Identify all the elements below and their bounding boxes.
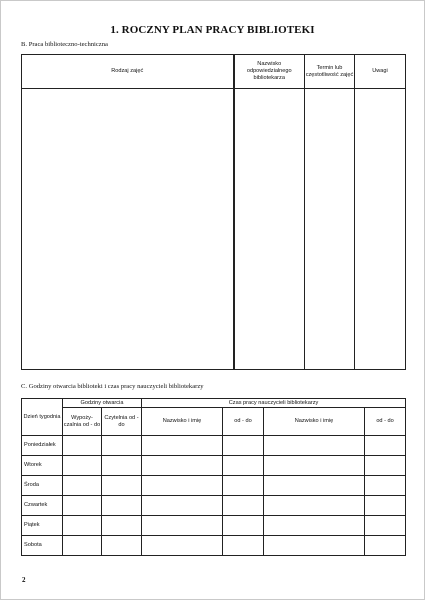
- librarian-hours-1-cell[interactable]: [223, 456, 264, 476]
- header-librarians-work-time: Czas pracy nauczycieli bibliotekarzy: [142, 399, 406, 408]
- notes-cell[interactable]: [355, 89, 406, 370]
- table-row: [22, 536, 406, 556]
- header-librarian-hours-2: od - do: [365, 408, 406, 436]
- day-label: Piątek: [22, 516, 63, 536]
- header-notes: Uwagi: [355, 55, 406, 89]
- librarian-hours-1-cell[interactable]: [223, 476, 264, 496]
- librarian-hours-1-cell[interactable]: [223, 496, 264, 516]
- header-responsible-librarian: Nazwisko odpowiedzialnego bibliotekarza: [234, 55, 305, 89]
- lending-hours-cell[interactable]: [63, 476, 102, 496]
- header-librarian-name-2: Nazwisko i imię: [264, 408, 365, 436]
- header-schedule: Termin lub częstotliwość zajęć: [305, 55, 355, 89]
- librarian-name-2-cell[interactable]: [264, 436, 365, 456]
- header-opening-hours: Godziny otwarcia: [63, 399, 142, 408]
- header-weekday: Dzień tygodnia: [22, 399, 63, 436]
- librarian-hours-2-cell[interactable]: [365, 516, 406, 536]
- librarian-name-1-cell[interactable]: [142, 476, 223, 496]
- reading-room-hours-cell[interactable]: [102, 476, 142, 496]
- header-librarian-hours-1: od - do: [223, 408, 264, 436]
- librarian-name-2-cell[interactable]: [264, 536, 365, 556]
- activity-type-cell[interactable]: [22, 89, 234, 370]
- lending-hours-cell[interactable]: [63, 516, 102, 536]
- section-c-label: C. Godziny otwarcia biblioteki i czas pracy nauczycieli bibliotekarzy: [21, 383, 204, 390]
- reading-room-hours-cell[interactable]: [102, 436, 142, 456]
- librarian-name-2-cell[interactable]: [264, 496, 365, 516]
- librarian-name-1-cell[interactable]: [142, 516, 223, 536]
- page-number: 2: [22, 576, 26, 584]
- librarian-name-1-cell[interactable]: [142, 456, 223, 476]
- librarian-hours-1-cell[interactable]: [223, 436, 264, 456]
- responsible-librarian-cell[interactable]: [234, 89, 305, 370]
- day-label: Czwartek: [22, 496, 63, 516]
- header-librarian-name-1: Nazwisko i imię: [142, 408, 223, 436]
- librarian-name-2-cell[interactable]: [264, 476, 365, 496]
- header-reading-room-hours: Czytelnia od - do: [102, 408, 142, 436]
- header-lending-hours: Wypoży- czalnia od - do: [63, 408, 102, 436]
- table-row: [22, 516, 406, 536]
- librarian-hours-2-cell[interactable]: [365, 436, 406, 456]
- lending-hours-cell[interactable]: [63, 436, 102, 456]
- librarian-hours-2-cell[interactable]: [365, 496, 406, 516]
- header-activity-type: Rodzaj zajęć: [22, 55, 234, 89]
- librarian-name-1-cell[interactable]: [142, 496, 223, 516]
- page-title: 1. ROCZNY PLAN PRACY BIBLIOTEKI: [110, 24, 315, 36]
- lending-hours-cell[interactable]: [63, 536, 102, 556]
- day-label: Wtorek: [22, 456, 63, 476]
- reading-room-hours-cell[interactable]: [102, 536, 142, 556]
- day-label: Sobota: [22, 536, 63, 556]
- section-b-label: B. Praca biblioteczno-techniczna: [21, 41, 108, 48]
- table-row: [22, 436, 406, 456]
- lending-hours-cell[interactable]: [63, 496, 102, 516]
- table-row: [22, 496, 406, 516]
- reading-room-hours-cell[interactable]: [102, 516, 142, 536]
- librarian-name-1-cell[interactable]: [142, 436, 223, 456]
- reading-room-hours-cell[interactable]: [102, 496, 142, 516]
- librarian-hours-1-cell[interactable]: [223, 536, 264, 556]
- librarian-name-2-cell[interactable]: [264, 456, 365, 476]
- day-label: Środa: [22, 476, 63, 496]
- lending-hours-cell[interactable]: [63, 456, 102, 476]
- librarian-name-1-cell[interactable]: [142, 536, 223, 556]
- library-technical-work-table: [21, 54, 406, 370]
- librarian-hours-2-cell[interactable]: [365, 456, 406, 476]
- table-row: [22, 476, 406, 496]
- librarian-hours-1-cell[interactable]: [223, 516, 264, 536]
- schedule-cell[interactable]: [305, 89, 355, 370]
- reading-room-hours-cell[interactable]: [102, 456, 142, 476]
- librarian-hours-2-cell[interactable]: [365, 476, 406, 496]
- day-label: Poniedziałek: [22, 436, 63, 456]
- librarian-name-2-cell[interactable]: [264, 516, 365, 536]
- table-row: [22, 456, 406, 476]
- opening-hours-table: [21, 398, 406, 556]
- librarian-hours-2-cell[interactable]: [365, 536, 406, 556]
